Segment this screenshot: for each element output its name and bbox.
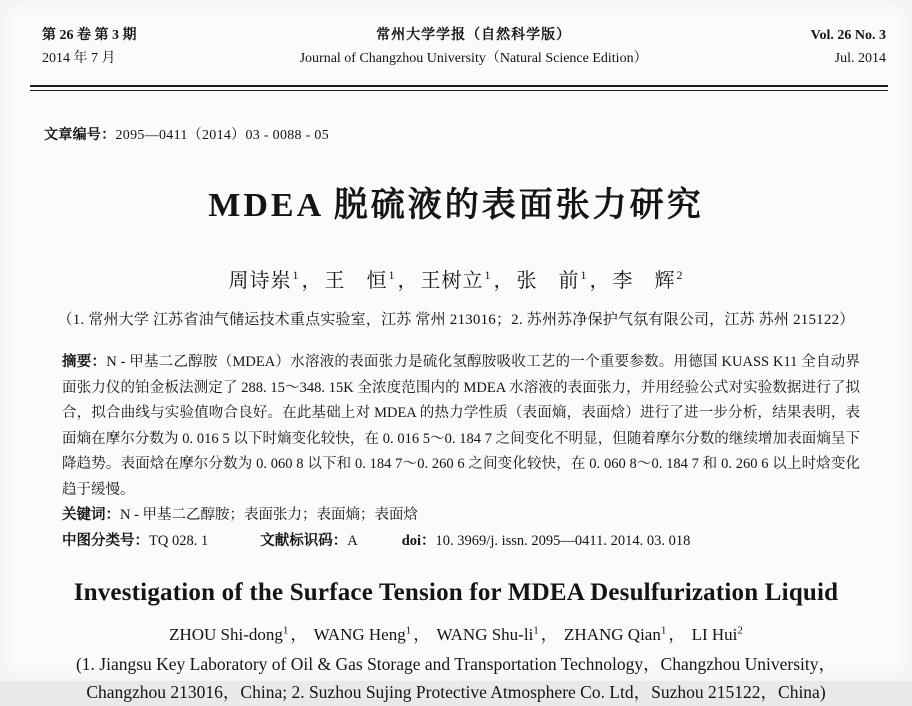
doi-value: 10. 3969/j. issn. 2095—0411. 2014. 03. 018 [435,532,691,549]
author-name: 李 辉 [612,270,676,292]
keywords-label: 关键词： [62,507,120,523]
author-separator: ， [668,625,690,644]
keywords-text: N - 甲基二乙醇胺；表面张力；表面熵；表面焓 [120,507,419,523]
paper-title-en: Investigation of the Surface Tension for MDEA Desulfurization Liquid [73,579,839,606]
author-separator: ， [589,270,611,292]
doi-label: doi： [401,532,436,549]
author-separator: ， [493,270,515,292]
doc-code-label: 文献标识码： [260,532,348,549]
authors-en [0,620,912,645]
author-affiliation-superscript: 1 [533,624,539,637]
header-right [811,24,886,70]
header-left [42,24,137,70]
author-name: 王树立 [420,270,484,292]
clc-label: 中图分类号： [62,532,149,549]
paper-title-cn: MDEA 脱硫液的表面张力研究 [208,187,704,224]
author-affiliation-superscript: 1 [282,624,289,637]
header-double-rule [30,85,888,91]
journal-title-en: Journal of Changzhou University（Natural Science Edition） [299,51,648,66]
author-affiliation-superscript: 2 [737,624,743,637]
journal-title-cn: 常州大学学报（自然科学版） [376,28,572,43]
author-name: WANG Shu-li [436,625,534,644]
author-name: ZHANG Qian [564,625,661,644]
volume-issue-cn: 第 26 卷 第 3 期 [42,28,137,43]
authors-cn [0,264,912,293]
author-name: LI Hui [691,625,738,644]
author-affiliation-superscript: 2 [676,268,684,283]
author-affiliation-superscript: 1 [484,268,492,283]
abstract-label: 摘要： [62,354,107,370]
author [613,270,684,292]
article-number-value: 2095—0411（2014）03 - 0088 - 05 [115,128,330,143]
header-center [137,24,811,70]
abstract-text: N - 甲基二乙醇胺（MDEA）水溶液的表面张力是硫化氢醇胺吸收工艺的一个重要参数。用德国 KUASS K11 全自动界面张力仪的铂金板法测定了 288. 15～348. 15K 全浓度范围内的 MDEA 水溶液的表面张力，并用经验公式对实验数据进行了拟合，拟合曲线与实验值吻合良好。在此基础上对 MDEA 的热力学性质（表面熵，表面焓）进行了进一步分析，结果表明，表面熵在摩尔分数为 0. 016 5 以下时熵变化较快，在 0. 016 5～0. 184 7 之间变化不明显，但随着摩尔分数的继续增加表面熵呈下降趋势。表面焓在摩尔分数为 0. 060 8 以下和 0. 184 7～0. 260 6 之间变化较快，在 0. 060 8～0. 184 7 和 0. 260 6 以上时焓变化趋于缓慢。 [62,354,861,498]
author-separator: ， [413,625,435,644]
author-name: 王 恒 [324,270,388,292]
author-name: ZHOU Shi-dong [169,625,283,644]
author-separator: ， [397,270,419,292]
keywords-line [62,503,860,529]
article-number-line [44,124,912,144]
author-name: 张 前 [516,270,580,292]
date-en: Jul. 2014 [834,51,886,66]
volume-issue-en: Vol. 26 No. 3 [810,28,886,43]
author [325,270,421,292]
author-affiliation-superscript: 1 [580,268,588,283]
author-separator: ， [540,625,563,644]
affiliation-cn: （1. 常州大学 江苏省油气储运技术重点实验室，江苏 常州 213016；2. 苏州苏净保护气氛有限公司，江苏 苏州 215122） [57,312,855,328]
author-affiliation-superscript: 1 [660,624,667,637]
journal-header [0,0,912,70]
classification-line [62,529,860,555]
author [314,625,437,644]
author [169,625,314,644]
author [517,270,613,292]
author [436,625,564,644]
affiliation-en-line2: Changzhou 213016，China; 2. Suzhou Sujing Protective Atmosphere Co. Ltd，Suzhou 215122，China) [86,682,826,702]
author-separator: ， [290,625,312,644]
abstract [62,350,860,503]
author-name: 周诗岽 [228,270,292,292]
author [692,625,743,644]
doc-code-value: A [347,532,358,549]
clc-value: TQ 028. 1 [149,532,209,549]
author [229,270,325,292]
author-separator: ， [301,270,323,292]
author [421,270,517,292]
author [564,625,692,644]
affiliation-en-line1: (1. Jiangsu Key Laboratory of Oil & Gas Storage and Transportation Technology，Changzhou University， [75,654,837,674]
author-affiliation-superscript: 1 [388,268,396,283]
affiliation-en [0,650,912,706]
article-number-label: 文章编号： [44,126,116,142]
author-affiliation-superscript: 1 [405,624,412,637]
author-name: WANG Heng [313,625,406,644]
date-cn: 2014 年 7 月 [42,51,116,66]
author-affiliation-superscript: 1 [292,268,300,283]
